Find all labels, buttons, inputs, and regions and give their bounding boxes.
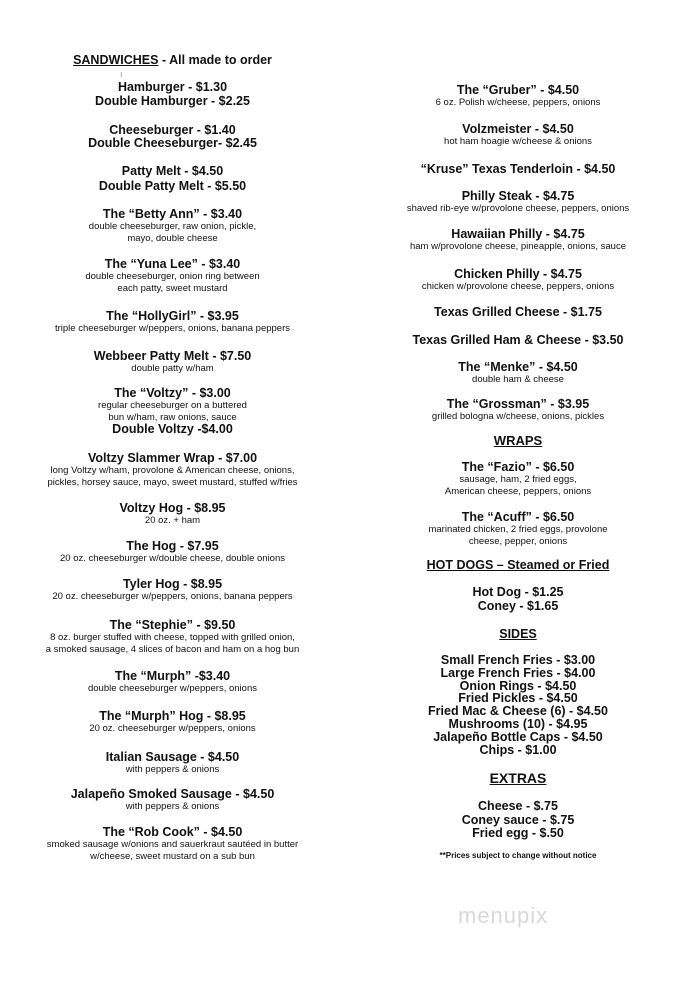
sandwich-menu-item: [345, 334, 691, 347]
sandwich-menu-item: [0, 137, 345, 150]
sandwich-menu-item: [0, 95, 345, 108]
sandwich-menu-item: [0, 81, 345, 94]
wraps-heading: WRAPS: [493, 433, 543, 448]
sandwich-menu-item: [0, 165, 345, 178]
menu-item-description: marinated chicken, 2 fried eggs, provolone: [428, 524, 608, 535]
menu-item-description: 20 oz. + ham: [144, 515, 201, 526]
menu-item-name: Double Patty Melt - $5.50: [98, 179, 247, 193]
side-item: Chips - $1.00: [479, 742, 557, 757]
sandwich-menu-item: [345, 123, 691, 148]
menu-item-name: The “Fazio” - $6.50: [461, 460, 575, 474]
menu-item-description: double ham & cheese: [472, 374, 564, 385]
menu-item-description: w/cheese, sweet mustard on a sub bun: [90, 850, 255, 862]
menu-item-description: grilled bologna w/cheese, onions, pickles: [431, 411, 605, 422]
sandwich-menu-item: [0, 423, 345, 436]
price-footnote: **Prices subject to change without notice: [439, 851, 597, 860]
menu-item-name: The “Rob Cook” - $4.50: [102, 825, 243, 839]
sandwich-menu-item: [0, 670, 345, 695]
menu-item-name: Voltzy Hog - $8.95: [119, 501, 226, 515]
menu-item-name: The “Betty Ann” - $3.40: [102, 207, 243, 221]
sandwich-menu-item: [0, 788, 345, 813]
sandwich-menu-item: [0, 826, 345, 862]
menu-item-name: Volzmeister - $4.50: [462, 122, 574, 136]
menu-item-description: bun w/ham, raw onions, sauce: [108, 411, 237, 423]
menu-item-name: Webbeer Patty Melt - $7.50: [93, 349, 252, 363]
menu-item-name: The “Menke” - $4.50: [458, 360, 578, 374]
menu-item-name: Chicken Philly - $4.75: [454, 267, 582, 281]
sandwich-menu-item: [0, 350, 345, 375]
menu-item-description: double cheeseburger, raw onion, pickle,: [88, 221, 257, 232]
menu-item-name: Cheeseburger - $1.40: [109, 123, 236, 137]
sides-heading: SIDES: [499, 627, 537, 641]
menu-item-name: Double Voltzy -$4.00: [112, 422, 233, 436]
sandwich-menu-item: [0, 710, 345, 735]
menu-item-name: The “Gruber” - $4.50: [456, 83, 580, 97]
menu-item-description: cheese, pepper, onions: [468, 535, 568, 547]
side-item: Large French Fries - $4.00: [440, 665, 596, 680]
menu-item-name: The Hog - $7.95: [126, 539, 219, 553]
menu-item-description: 20 oz. cheeseburger w/double cheese, double onions: [60, 553, 285, 564]
sandwich-menu-item: [345, 228, 691, 253]
menu-item-name: Philly Steak - $4.75: [461, 189, 575, 203]
menu-item-name: Double Cheeseburger- $2.45: [88, 136, 257, 150]
sandwich-menu-item: [345, 84, 691, 109]
sandwich-menu-item: [0, 578, 345, 603]
menu-item-name: The “HollyGirl” - $3.95: [106, 309, 239, 323]
menu-item-name: The “Grossman” - $3.95: [446, 397, 590, 411]
menu-item-name: Texas Grilled Ham & Cheese - $3.50: [412, 333, 624, 347]
sandwich-menu-item: [0, 502, 345, 527]
sandwich-menu-item: [0, 540, 345, 565]
hotdog-item: Coney - $1.65: [477, 599, 559, 613]
menu-item-description: pickles, horsey sauce, mayo, sweet mustard, stuffed w/fries: [47, 476, 298, 488]
watermark-logo: menupix: [458, 903, 549, 928]
menu-item-description: with peppers & onions: [125, 801, 220, 812]
menu-item-description: a smoked sausage, 4 slices of bacon and ham on a hog bun: [45, 643, 300, 655]
side-item: Onion Rings - $4.50: [459, 678, 577, 693]
menu-item-description: triple cheeseburger w/peppers, onions, banana peppers: [54, 323, 291, 334]
menu-item-description: ham w/provolone cheese, pineapple, onions, sauce: [409, 241, 626, 252]
sandwich-menu-item: [0, 751, 345, 776]
stray-mark: ı: [120, 69, 123, 79]
sandwich-menu-item: [0, 208, 345, 244]
menu-item-description: smoked sausage w/onions and sauerkraut sautéed in butter: [46, 839, 299, 850]
hotdog-item: Hot Dog - $1.25: [472, 585, 564, 599]
menu-item-description: double cheeseburger w/peppers, onions: [87, 683, 257, 694]
sandwich-menu-item: [345, 268, 691, 293]
menu-item-description: 6 oz. Polish w/cheese, peppers, onions: [435, 97, 601, 108]
menu-item-description: shaved rib-eye w/provolone cheese, peppers, onions: [406, 203, 630, 214]
menu-item-description: 20 oz. cheeseburger w/peppers, onions, banana peppers: [52, 591, 293, 602]
extras-heading: EXTRAS: [489, 770, 547, 786]
side-item: Fried Mac & Cheese (6) - $4.50: [428, 704, 608, 719]
menu-item-description: American cheese, peppers, onions: [444, 485, 592, 497]
sandwich-menu-item: [0, 310, 345, 335]
side-item: Mushrooms (10) - $4.95: [448, 717, 588, 731]
extra-item: Cheese - $.75: [478, 799, 558, 813]
menu-item-description: hot ham hoagie w/cheese & onions: [444, 136, 592, 147]
menu-item-description: long Voltzy w/ham, provolone & American cheese, onions,: [50, 465, 295, 476]
menu-item-name: Italian Sausage - $4.50: [105, 750, 240, 764]
extra-item: Fried egg - $.50: [472, 826, 564, 840]
sandwich-menu-item: [0, 619, 345, 655]
menu-item-name: Double Hamburger - $2.25: [95, 94, 250, 108]
menu-item-name: The “Murph” Hog - $8.95: [99, 709, 246, 723]
menu-item-description: regular cheeseburger on a buttered: [98, 400, 247, 411]
sandwich-menu-item: [345, 306, 691, 319]
sandwich-menu-item: [345, 190, 691, 215]
sandwich-menu-item: [345, 361, 691, 386]
menu-item-description: 8 oz. burger stuffed with cheese, topped with grilled onion,: [50, 632, 295, 643]
menu-item-name: Hamburger - $1.30: [117, 80, 228, 94]
extra-item: Coney sauce - $.75: [461, 812, 575, 827]
menu-item-name: Patty Melt - $4.50: [121, 164, 224, 178]
sandwiches-title: SANDWICHES: [73, 53, 159, 67]
side-item: Small French Fries - $3.00: [440, 653, 596, 667]
menu-item-description: with peppers & onions: [125, 764, 220, 775]
menu-item-name: Tyler Hog - $8.95: [122, 577, 223, 591]
side-item: Fried Pickles - $4.50: [458, 691, 578, 706]
menu-item-name: Voltzy Slammer Wrap - $7.00: [87, 451, 258, 465]
sandwiches-heading: [0, 53, 345, 67]
sandwich-menu-item: [345, 163, 691, 176]
sandwich-menu-item: [0, 180, 345, 193]
menu-item-name: The “Acuff” - $6.50: [461, 510, 575, 524]
wrap-menu-item: [345, 461, 691, 497]
sandwich-menu-item: [345, 398, 691, 423]
menu-item-name: Texas Grilled Cheese - $1.75: [434, 305, 602, 319]
menu-item-description: double cheeseburger, onion ring between: [85, 271, 260, 282]
menu-item-name: “Kruse” Texas Tenderloin - $4.50: [420, 162, 616, 176]
side-item: Jalapeño Bottle Caps - $4.50: [433, 729, 603, 744]
menu-item-description: mayo, double cheese: [127, 232, 218, 244]
sandwich-menu-item: [0, 258, 345, 294]
sandwich-menu-item: [0, 452, 345, 488]
menu-item-name: The “Voltzy” - $3.00: [114, 386, 231, 400]
sandwiches-subtitle: - All made to order: [158, 53, 272, 67]
sandwich-menu-item: [0, 387, 345, 423]
menu-item-description: double patty w/ham: [131, 363, 214, 374]
menu-item-name: The “Stephie” - $9.50: [109, 618, 236, 632]
hotdogs-heading: HOT DOGS – Steamed or Fried: [426, 558, 610, 572]
menu-item-name: Jalapeño Smoked Sausage - $4.50: [70, 787, 275, 801]
menu-item-description: each patty, sweet mustard: [117, 282, 228, 294]
wrap-menu-item: [345, 511, 691, 547]
menu-item-name: The “Murph” -$3.40: [114, 669, 231, 683]
menu-item-description: sausage, ham, 2 fried eggs,: [459, 474, 577, 485]
menu-item-description: chicken w/provolone cheese, peppers, onions: [421, 281, 615, 292]
menu-item-name: Hawaiian Philly - $4.75: [451, 227, 585, 241]
menu-item-name: The “Yuna Lee” - $3.40: [104, 257, 241, 271]
menu-item-description: 20 oz. cheeseburger w/peppers, onions: [89, 723, 256, 734]
